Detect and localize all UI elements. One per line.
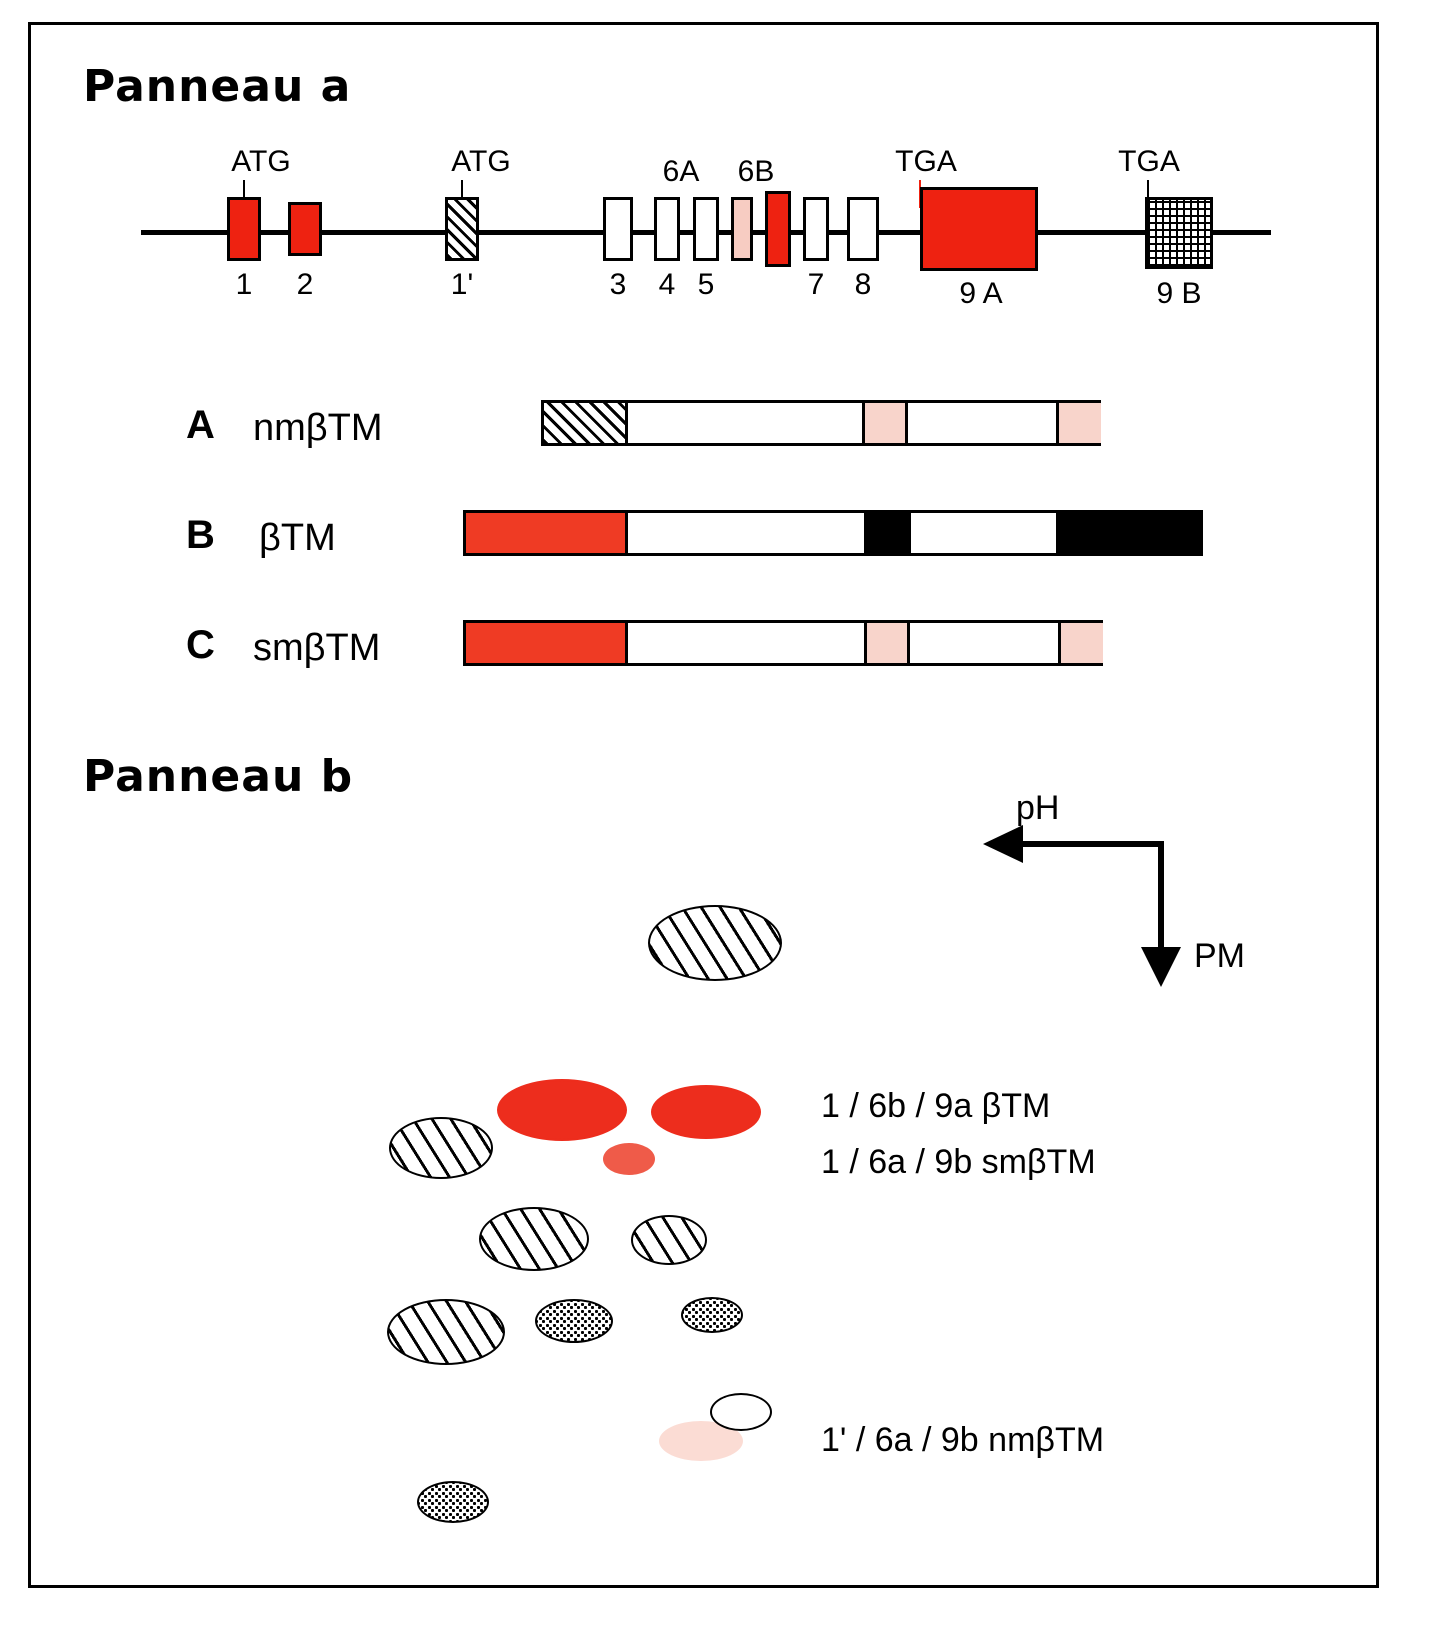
gel-spot-dot-3 [417, 1481, 489, 1523]
ph-arrow-icon [983, 825, 1027, 865]
exon-label-1: 1 [235, 268, 253, 301]
codon-label-tga-1: TGA [895, 145, 957, 178]
isoform-name-c: smβTM [253, 627, 381, 669]
gel-spot-mid-2 [631, 1215, 707, 1265]
isoform-c-seg-exon1 [466, 623, 628, 663]
axis-line-horizontal [1016, 841, 1164, 847]
pm-arrow-icon [1141, 943, 1181, 989]
codon-label-atg-2: ATG [451, 145, 511, 178]
exon-box-5 [693, 197, 719, 261]
isoform-a-seg-exon6a [862, 403, 908, 443]
panel-a-title: Panneau a [83, 61, 352, 112]
gel-spot-mid-1 [479, 1207, 589, 1271]
isoform-a-seg-exon1prime [544, 403, 628, 443]
exon-box-1 [227, 197, 261, 261]
exon-box-8 [847, 197, 879, 261]
gel-spot-label-nmbtm: 1' / 6a / 9b nmβTM [821, 1421, 1105, 1459]
exon-box-7 [803, 197, 829, 261]
gel-spot-btm-left [497, 1079, 627, 1141]
exon-label-6a-top: 6A [662, 155, 700, 188]
gel-spot-left-1 [389, 1117, 493, 1179]
exon-box-6a [731, 197, 753, 261]
isoform-b-seg-exon9a [1056, 513, 1203, 553]
gel-spot-btm-right [651, 1085, 761, 1139]
codon-label-atg-1: ATG [231, 145, 291, 178]
isoform-letter-a: A [186, 403, 215, 447]
exon-label-3: 3 [609, 268, 627, 301]
isoform-bar-c [463, 620, 1103, 666]
isoform-bar-a [541, 400, 1101, 446]
gel-spot-dot-2 [681, 1297, 743, 1333]
isoform-bar-b [463, 510, 1203, 556]
isoform-letter-c: C [186, 623, 215, 667]
axis-label-ph: pH [1016, 789, 1060, 827]
exon-label-2: 2 [296, 268, 314, 301]
isoform-name-b: βTM [259, 517, 336, 559]
exon-label-5: 5 [697, 268, 715, 301]
isoform-a-seg-exon9b [1056, 403, 1101, 443]
exon-label-4: 4 [658, 268, 676, 301]
isoform-letter-b: B [186, 513, 215, 557]
isoform-c-seg-exon9b [1058, 623, 1103, 663]
gel-spot-label-smbtm: 1 / 6a / 9b smβTM [821, 1143, 1096, 1181]
exon-box-3 [603, 197, 633, 261]
isoform-b-seg-exon6b [864, 513, 911, 553]
isoform-c-seg-exon6a [864, 623, 910, 663]
gel-spot-left-2 [387, 1299, 505, 1365]
gel-spot-label-btm: 1 / 6b / 9a βTM [821, 1087, 1051, 1125]
exon-box-4 [654, 197, 680, 261]
exon-label-7: 7 [807, 268, 825, 301]
exon-box-2 [288, 202, 322, 256]
figure-frame [28, 22, 1379, 1588]
isoform-b-seg-exon1 [466, 513, 628, 553]
gel-spot-top [648, 905, 782, 981]
exon-label-6b-top: 6B [737, 155, 775, 188]
panel-b-title: Panneau b [83, 751, 354, 802]
exon-box-9b [1145, 197, 1213, 269]
exon-box-9a [920, 187, 1038, 271]
gel-spot-dot-1 [535, 1299, 613, 1343]
gel-spot-nmbtm-open [710, 1393, 772, 1431]
axis-label-pm: PM [1194, 937, 1245, 975]
gel-spot-smbtm [603, 1143, 655, 1175]
exon-label-8: 8 [854, 268, 872, 301]
codon-label-tga-2: TGA [1118, 145, 1180, 178]
exon-box-6b [765, 191, 791, 267]
exon-box-1prime [445, 197, 479, 261]
exon-label-9a: 9 A [959, 277, 1003, 310]
exon-label-9b: 9 B [1156, 277, 1202, 310]
isoform-name-a: nmβTM [253, 407, 383, 449]
exon-label-1prime: 1' [450, 268, 474, 301]
